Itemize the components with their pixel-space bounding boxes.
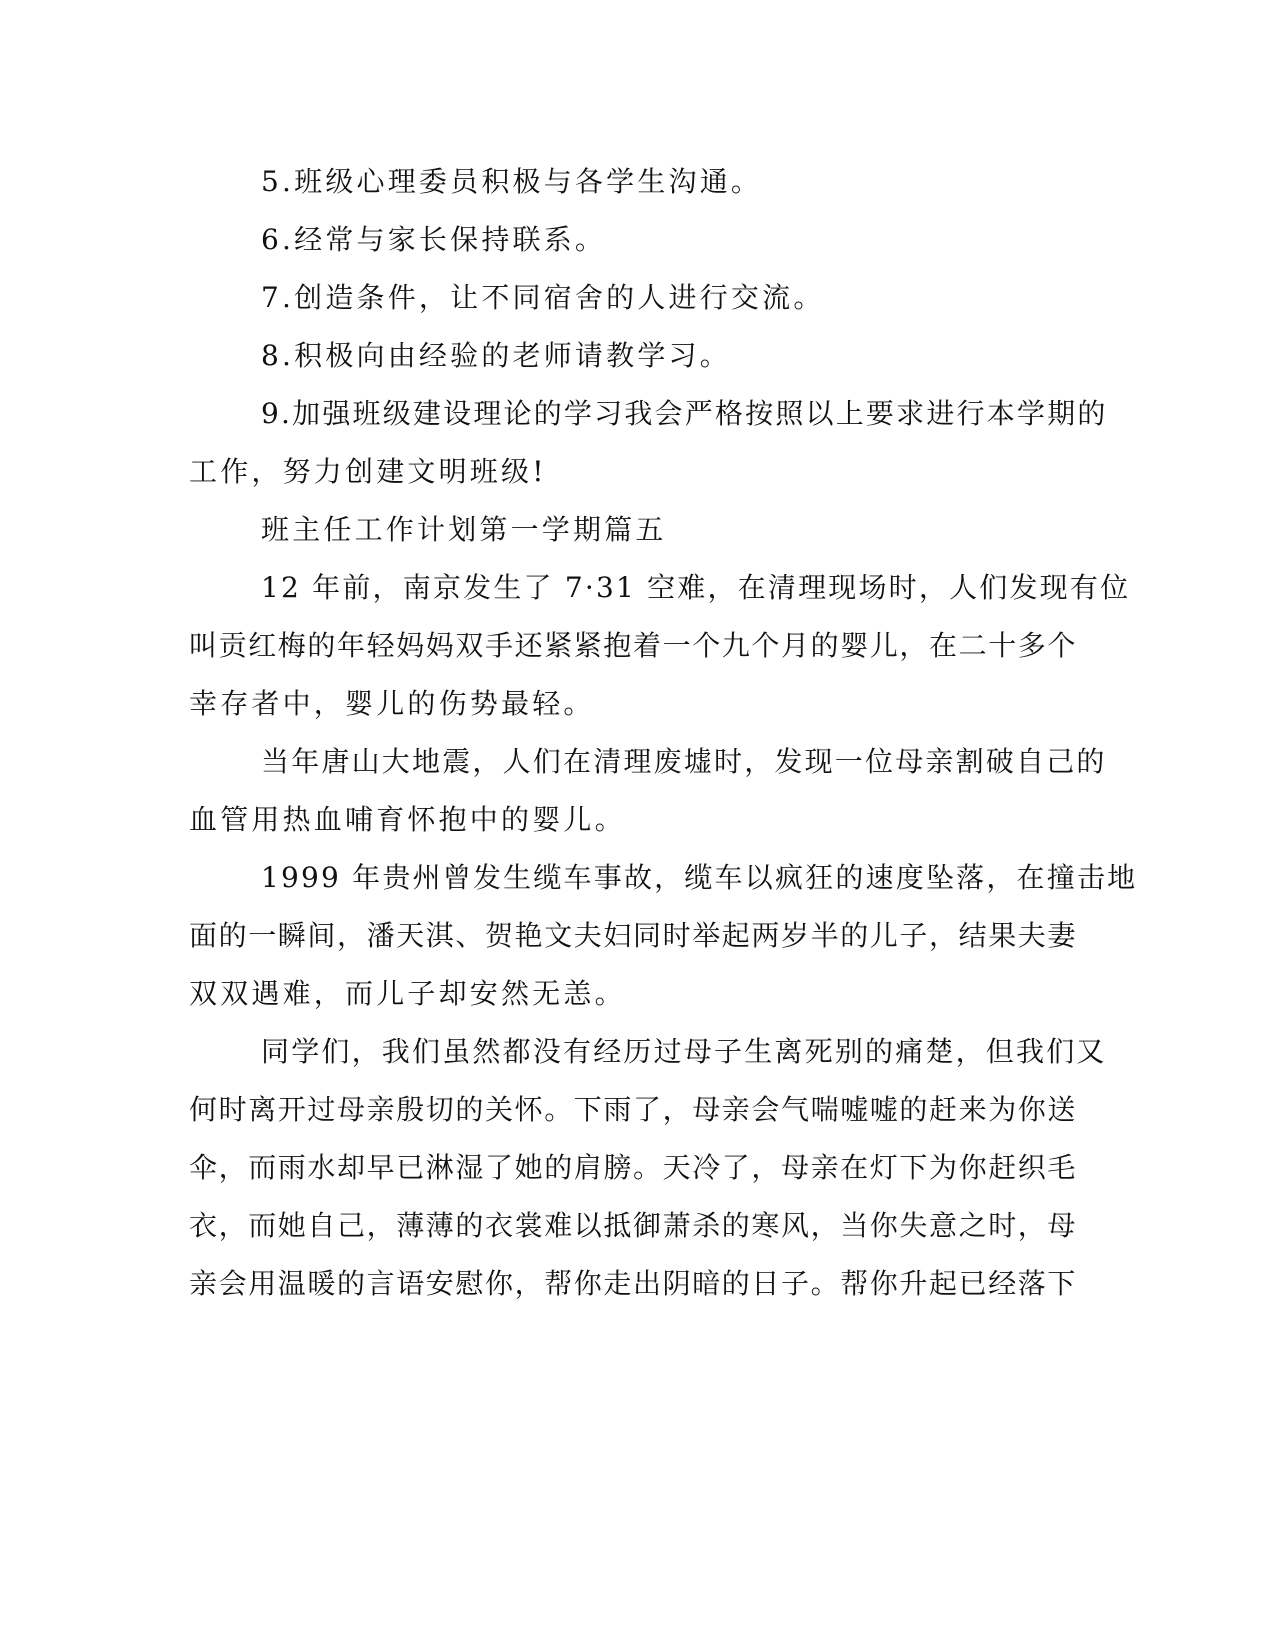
list-item-8: 8.积极向由经验的老师请教学习。 bbox=[261, 339, 731, 372]
paragraph-line: 亲会用温暖的言语安慰你，帮你走出阴暗的日子。帮你升起已经落下 bbox=[189, 1267, 1078, 1300]
paragraph-line: 同学们，我们虽然都没有经历过母子生离死别的痛楚，但我们又 bbox=[261, 1035, 1107, 1068]
paragraph-line: 12 年前，南京发生了 7·31 空难，在清理现场时，人们发现有位 bbox=[261, 571, 1131, 604]
paragraph-line: 叫贡红梅的年轻妈妈双手还紧紧抱着一个九个月的婴儿，在二十多个 bbox=[189, 629, 1078, 662]
list-item-7: 7.创造条件，让不同宿舍的人进行交流。 bbox=[261, 281, 825, 314]
paragraph-line: 双双遇难，而儿子却安然无恙。 bbox=[189, 977, 626, 1010]
paragraph-line: 当年唐山大地震，人们在清理废墟时，发现一位母亲割破自己的 bbox=[261, 745, 1107, 778]
paragraph-line: 幸存者中，婴儿的伤势最轻。 bbox=[189, 687, 595, 720]
paragraph-line: 1999 年贵州曾发生缆车事故，缆车以疯狂的速度坠落，在撞击地 bbox=[261, 861, 1138, 894]
list-item-6: 6.经常与家长保持联系。 bbox=[261, 223, 607, 256]
paragraph-line: 衣，而她自己，薄薄的衣裳难以抵御萧杀的寒风，当你失意之时，母 bbox=[189, 1209, 1078, 1242]
list-item-5: 5.班级心理委员积极与各学生沟通。 bbox=[261, 165, 763, 198]
list-item-9-continuation: 工作，努力创建文明班级! bbox=[189, 455, 547, 488]
paragraph-line: 血管用热血哺育怀抱中的婴儿。 bbox=[189, 803, 626, 836]
paragraph-line: 何时离开过母亲殷切的关怀。下雨了，母亲会气喘嘘嘘的赶来为你送 bbox=[189, 1093, 1078, 1126]
list-item-9: 9.加强班级建设理论的学习我会严格按照以上要求进行本学期的 bbox=[261, 397, 1108, 430]
paragraph-line: 面的一瞬间，潘天淇、贺艳文夫妇同时举起两岁半的儿子，结果夫妻 bbox=[189, 919, 1078, 952]
section-heading: 班主任工作计划第一学期篇五 bbox=[261, 513, 667, 546]
paragraph-line: 伞，而雨水却早已淋湿了她的肩膀。天冷了，母亲在灯下为你赶织毛 bbox=[189, 1151, 1078, 1184]
